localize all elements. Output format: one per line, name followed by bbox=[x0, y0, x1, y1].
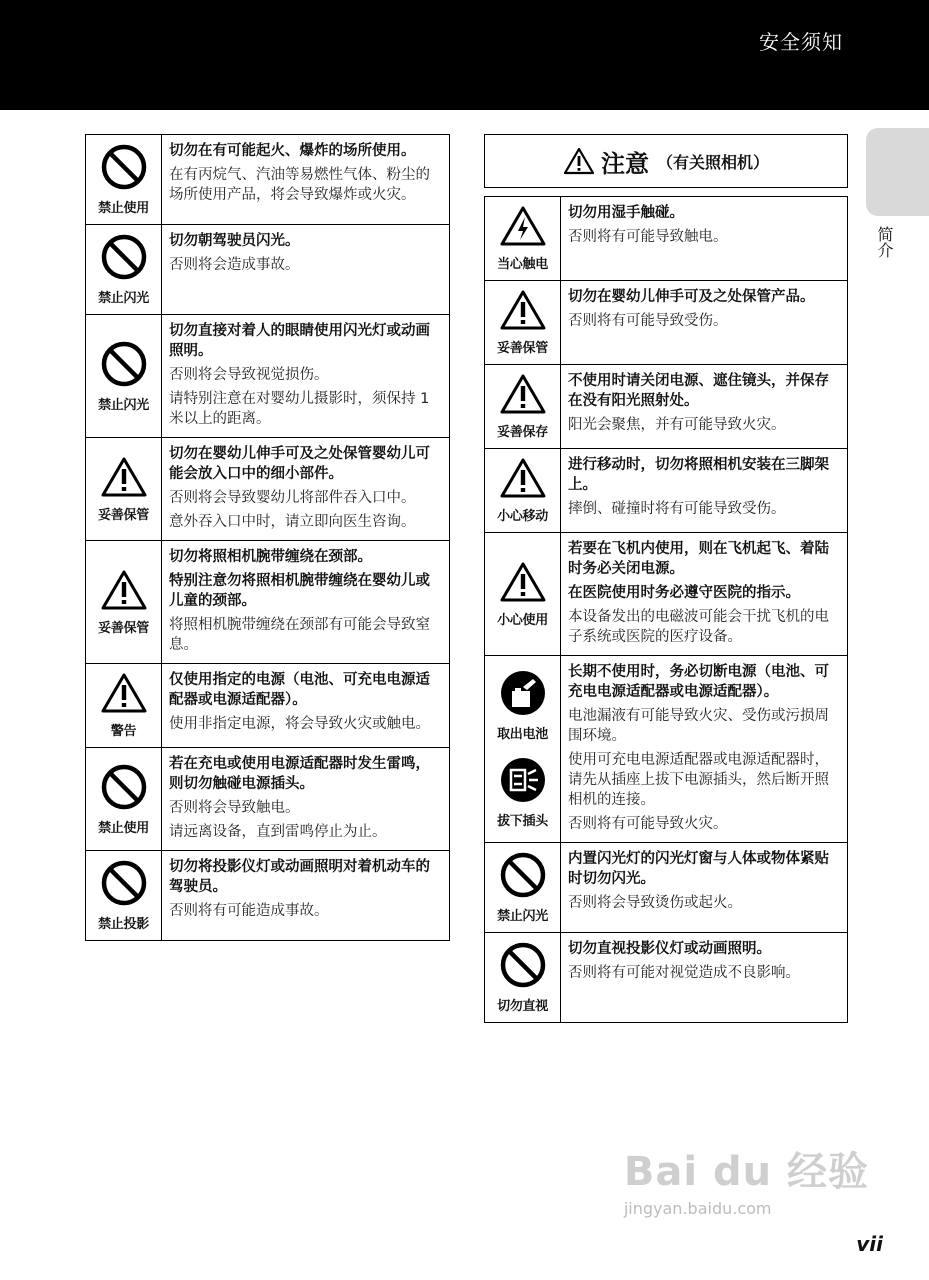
warning-instruction: 特别注意勿将照相机腕带缠绕在婴幼儿或儿童的颈部。 bbox=[169, 573, 430, 609]
warning-consequence: 使用非指定电源，将会导致火灾或触电。 bbox=[169, 716, 430, 732]
warning-text-cell bbox=[561, 533, 847, 655]
unplug-icon bbox=[499, 756, 547, 804]
warning-instruction: 长期不使用时，务必切断电源（电池、可充电电源适配器或电源适配器）。 bbox=[568, 664, 829, 700]
electric-shock-icon bbox=[499, 205, 547, 247]
warning-text-cell bbox=[561, 449, 847, 532]
prohibition-icon bbox=[100, 340, 148, 388]
warning-symbol-cell bbox=[86, 664, 162, 747]
warning-text-cell bbox=[561, 365, 847, 448]
warning-symbol-cell bbox=[485, 533, 561, 655]
warning-consequence: 否则将有可能导致触电。 bbox=[568, 229, 728, 245]
warning-table bbox=[85, 134, 450, 941]
warning-instruction: 切勿将照相机腕带缠绕在颈部。 bbox=[169, 549, 372, 565]
warning-text-cell bbox=[561, 933, 847, 1022]
warning-instruction: 切勿在有可能起火、爆炸的场所使用。 bbox=[169, 143, 416, 159]
warning-symbol-cell bbox=[485, 281, 561, 364]
warning-icon bbox=[100, 672, 148, 714]
warning-instruction: 切勿在婴幼儿伸手可及之处保管产品。 bbox=[568, 289, 815, 305]
left-warning-column bbox=[85, 134, 450, 941]
warning-symbol-cell bbox=[485, 656, 561, 842]
warning-text-cell bbox=[561, 281, 847, 364]
warning-row bbox=[485, 365, 847, 449]
warning-row bbox=[86, 135, 449, 225]
warning-text-cell bbox=[162, 664, 449, 747]
warning-consequence: 使用可充电电源适配器或电源适配器时，请先从插座上拔下电源插头，然后断开照相机的连接。 bbox=[568, 752, 829, 808]
symbol-label: 禁止闪光 bbox=[497, 909, 548, 924]
symbol-label: 禁止投影 bbox=[98, 917, 149, 932]
symbol-label: 禁止使用 bbox=[98, 820, 149, 836]
page-title: 安全须知 bbox=[759, 30, 843, 54]
symbol-label: 禁止闪光 bbox=[98, 291, 149, 306]
warning-instruction: 切勿直接对着人的眼睛使用闪光灯或动画照明。 bbox=[169, 323, 430, 359]
watermark-url: jingyan.baidu.com bbox=[623, 1199, 772, 1218]
warning-consequence: 否则将会造成事故。 bbox=[169, 257, 300, 273]
symbol-label: 禁止闪光 bbox=[98, 397, 149, 413]
caution-subtitle: （有关照相机） bbox=[656, 152, 769, 172]
warning-consequence: 否则将会导致视觉损伤。 bbox=[169, 367, 329, 383]
caution-table bbox=[484, 196, 848, 1023]
warning-text-cell bbox=[561, 843, 847, 932]
warning-consequence: 意外吞入口中时，请立即向医生咨询。 bbox=[169, 514, 416, 530]
warning-icon bbox=[100, 456, 148, 498]
symbol-label: 警告 bbox=[110, 724, 137, 739]
warning-instruction: 内置闪光灯的闪光灯窗与人体或物体紧贴时切勿闪光。 bbox=[568, 851, 829, 887]
prohibition-icon bbox=[100, 143, 148, 191]
page-number: vii bbox=[856, 1232, 883, 1256]
warning-icon bbox=[100, 569, 148, 611]
symbol-label: 取出电池 bbox=[497, 727, 548, 742]
warning-icon bbox=[499, 373, 547, 415]
warning-instruction: 切勿将投影仪灯或动画照明对着机动车的驾驶员。 bbox=[169, 859, 430, 895]
warning-text-cell bbox=[162, 135, 449, 224]
warning-instruction: 仅使用指定的电源（电池、可充电电源适配器或电源适配器）。 bbox=[169, 672, 430, 708]
warning-consequence: 否则将有可能造成事故。 bbox=[169, 903, 329, 919]
symbol-label: 小心移动 bbox=[497, 509, 548, 524]
warning-symbol-cell bbox=[485, 197, 561, 280]
warning-symbol-cell bbox=[86, 541, 162, 663]
warning-row bbox=[485, 281, 847, 365]
symbol-label: 小心使用 bbox=[497, 612, 548, 628]
warning-consequence: 否则将有可能导致受伤。 bbox=[568, 313, 728, 329]
warning-text-cell bbox=[561, 656, 847, 842]
symbol-label: 妥善保管 bbox=[98, 507, 149, 523]
warning-text-cell bbox=[561, 197, 847, 280]
warning-row bbox=[485, 197, 847, 281]
warning-symbol-cell bbox=[485, 365, 561, 448]
warning-text-cell bbox=[162, 315, 449, 437]
warning-instruction: 切勿在婴幼儿伸手可及之处保管婴幼儿可能会放入口中的细小部件。 bbox=[169, 446, 430, 482]
warning-instruction: 在医院使用时务必遵守医院的指示。 bbox=[568, 585, 800, 601]
warning-row bbox=[485, 656, 847, 843]
warning-consequence: 在有丙烷气、汽油等易燃性气体、粉尘的场所使用产品，将会导致爆炸或火灾。 bbox=[169, 167, 430, 203]
warning-consequence: 请远离设备，直到雷鸣停止为止。 bbox=[169, 824, 387, 840]
warning-icon bbox=[499, 457, 547, 499]
symbol-label: 妥善保管 bbox=[98, 620, 149, 636]
warning-instruction: 不使用时请关闭电源、遮住镜头，并保存在没有阳光照射处。 bbox=[568, 373, 829, 409]
header-bar bbox=[0, 0, 929, 110]
warning-row bbox=[485, 843, 847, 933]
warning-row bbox=[86, 664, 449, 748]
warning-instruction: 进行移动时，切勿将照相机安装在三脚架上。 bbox=[568, 457, 829, 493]
warning-instruction: 若在充电或使用电源适配器时发生雷鸣，则切勿触碰电源插头。 bbox=[169, 756, 430, 792]
warning-symbol-cell bbox=[86, 135, 162, 224]
symbol-label: 妥善保管 bbox=[497, 341, 548, 356]
symbol-label: 拔下插头 bbox=[497, 814, 548, 829]
warning-instruction: 若要在飞机内使用，则在飞机起飞、着陆时务必关闭电源。 bbox=[568, 541, 829, 577]
warning-row bbox=[485, 533, 847, 656]
warning-symbol-cell bbox=[86, 748, 162, 850]
warning-consequence: 否则将有可能导致火灾。 bbox=[568, 816, 728, 832]
warning-row bbox=[485, 933, 847, 1023]
caution-triangle-icon bbox=[563, 147, 595, 175]
warning-text-cell bbox=[162, 748, 449, 850]
prohibition-icon bbox=[100, 233, 148, 281]
warning-row bbox=[86, 851, 449, 941]
warning-text-cell bbox=[162, 851, 449, 940]
warning-consequence: 否则将会导致触电。 bbox=[169, 800, 300, 816]
warning-consequence: 摔倒、碰撞时将有可能导致受伤。 bbox=[568, 501, 786, 517]
warning-consequence: 请特别注意在对婴幼儿摄影时，须保持 1 米以上的距离。 bbox=[169, 391, 430, 427]
warning-text-cell bbox=[162, 225, 449, 314]
prohibition-icon bbox=[499, 941, 547, 989]
symbol-label: 切勿直视 bbox=[497, 999, 548, 1014]
caution-header bbox=[484, 134, 848, 188]
warning-symbol-cell bbox=[86, 315, 162, 437]
warning-consequence: 否则将会导致烫伤或起火。 bbox=[568, 895, 742, 911]
warning-consequence: 否则将会导致婴幼儿将部件吞入口中。 bbox=[169, 490, 416, 506]
warning-row bbox=[86, 438, 449, 541]
right-caution-column bbox=[484, 134, 848, 1023]
watermark-brand: Bai du 经验 bbox=[623, 1149, 869, 1195]
warning-consequence: 阳光会聚焦，并有可能导致火灾。 bbox=[568, 417, 786, 433]
warning-text-cell bbox=[162, 541, 449, 663]
caution-title: 注意 bbox=[600, 149, 649, 178]
warning-symbol-cell bbox=[86, 225, 162, 314]
warning-icon bbox=[499, 289, 547, 331]
warning-symbol-cell bbox=[485, 933, 561, 1022]
warning-icon bbox=[499, 561, 547, 603]
warning-consequence: 电池漏液有可能导致火灾、受伤或污损周围环境。 bbox=[568, 708, 829, 744]
warning-row bbox=[485, 449, 847, 533]
warning-instruction: 切勿直视投影仪灯或动画照明。 bbox=[568, 941, 771, 957]
warning-row bbox=[86, 748, 449, 851]
warning-instruction: 切勿用湿手触碰。 bbox=[568, 205, 684, 221]
symbol-label: 禁止使用 bbox=[98, 201, 149, 216]
symbol-label: 当心触电 bbox=[497, 257, 548, 272]
section-tab bbox=[866, 128, 929, 216]
warning-consequence: 否则将有可能对视觉造成不良影响。 bbox=[568, 965, 800, 981]
warning-row bbox=[86, 541, 449, 664]
warning-row bbox=[86, 315, 449, 438]
warning-text-cell bbox=[162, 438, 449, 540]
symbol-label: 妥善保存 bbox=[497, 425, 548, 440]
remove-battery-icon bbox=[499, 669, 547, 717]
warning-consequence: 本设备发出的电磁波可能会干扰飞机的电子系统或医院的医疗设备。 bbox=[568, 609, 829, 645]
warning-instruction: 切勿朝驾驶员闪光。 bbox=[169, 233, 300, 249]
warning-symbol-cell bbox=[86, 851, 162, 940]
prohibition-icon bbox=[499, 851, 547, 899]
prohibition-icon bbox=[100, 859, 148, 907]
warning-row bbox=[86, 225, 449, 315]
prohibition-icon bbox=[100, 763, 148, 811]
warning-consequence: 将照相机腕带缠绕在颈部有可能会导致窒息。 bbox=[169, 617, 430, 653]
warning-symbol-cell bbox=[485, 449, 561, 532]
warning-symbol-cell bbox=[86, 438, 162, 540]
section-tab-label: 简介 bbox=[875, 226, 894, 258]
warning-symbol-cell bbox=[485, 843, 561, 932]
watermark bbox=[624, 1140, 869, 1218]
